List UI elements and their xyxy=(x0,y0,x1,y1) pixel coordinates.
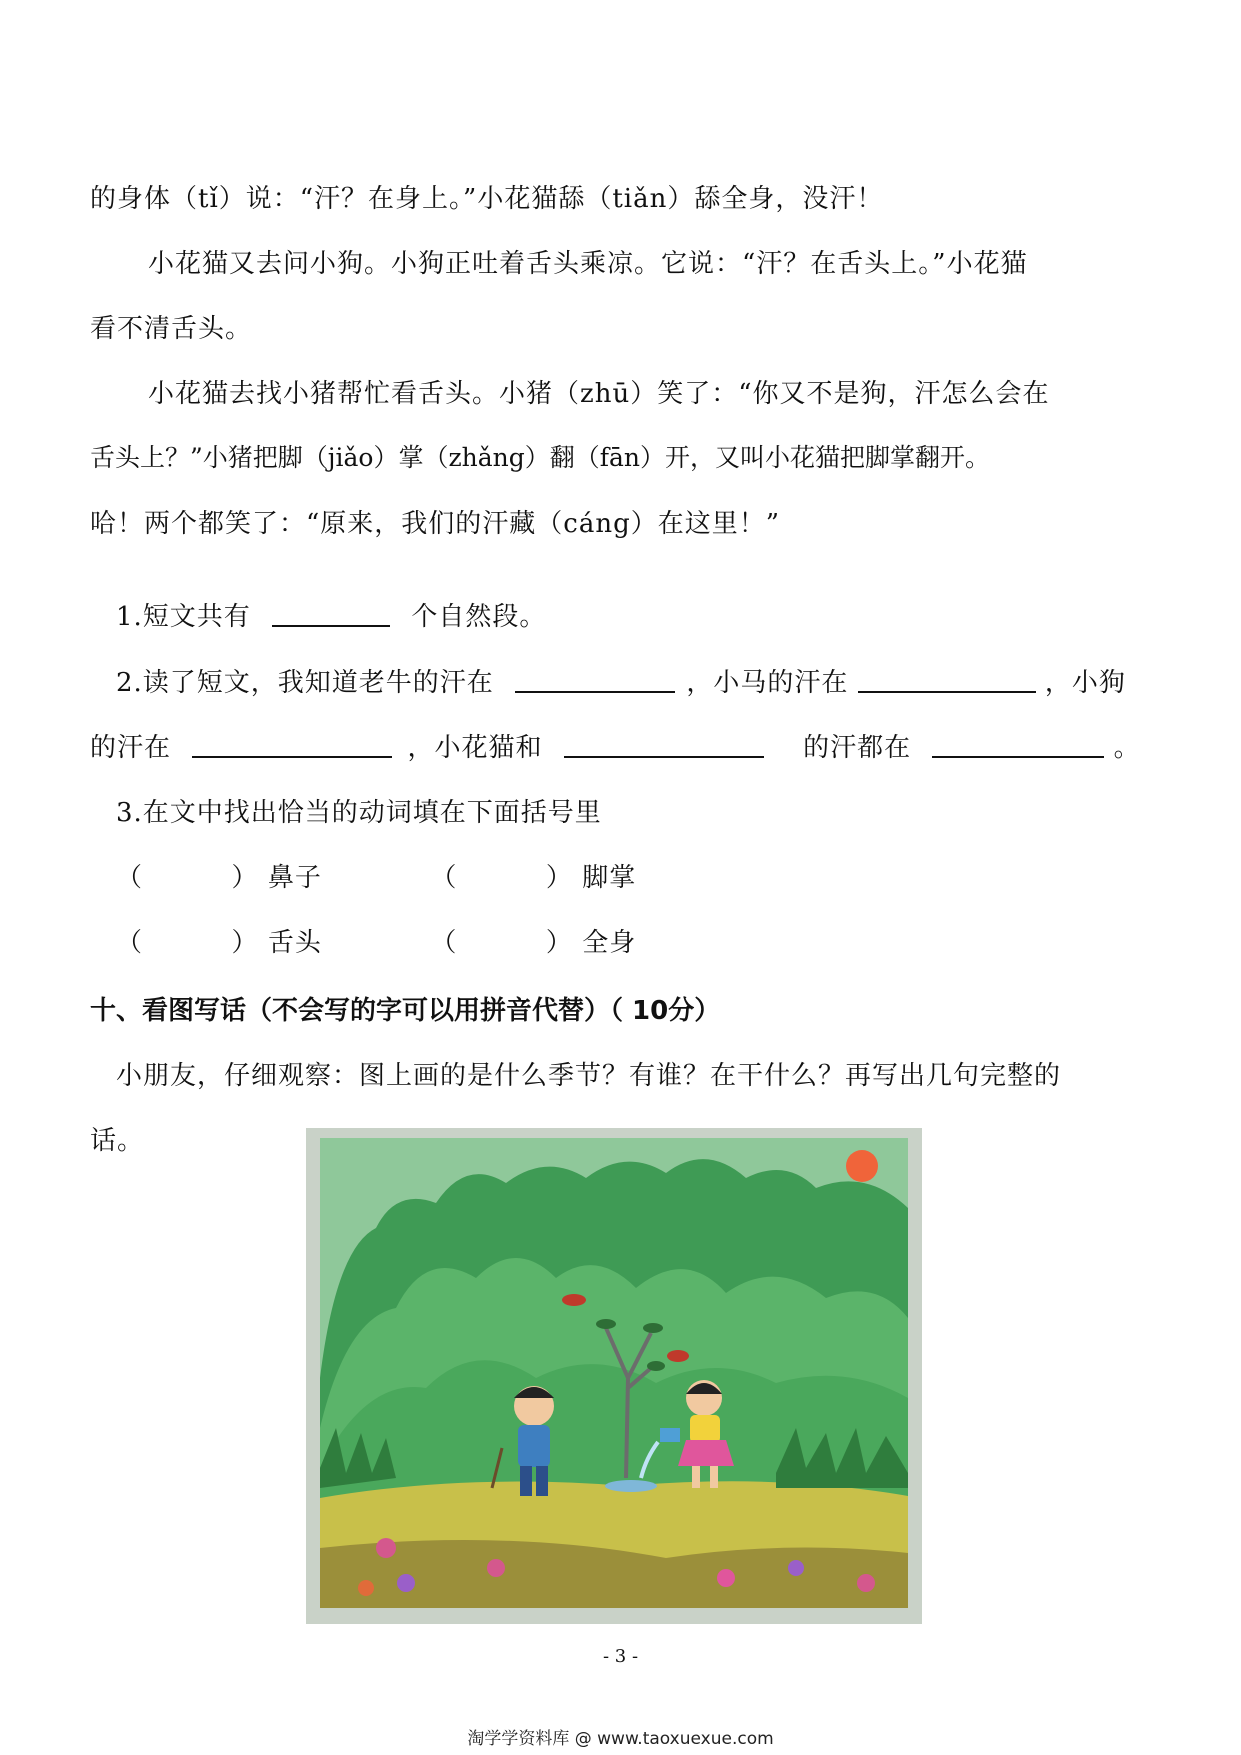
answer-blank[interactable] xyxy=(858,669,1036,693)
paren-close: ） xyxy=(545,928,573,958)
verb-object-2: 脚掌 xyxy=(582,863,637,893)
flower-icon xyxy=(487,1559,505,1577)
bird-icon xyxy=(667,1350,689,1362)
q1-suffix: 个自然段。 xyxy=(411,602,547,632)
flower-icon xyxy=(717,1569,735,1587)
q2-part-c: ，小狗 xyxy=(1044,668,1126,698)
flower-icon xyxy=(376,1538,396,1558)
question-2-line-2 xyxy=(90,727,1141,764)
section-10-prompt-1: 小朋友，仔细观察：图上画的是什么季节？有谁？在干什么？再写出几句完整的 xyxy=(116,1061,1062,1091)
q2-part-e: ，小花猫和 xyxy=(407,733,543,763)
question-1 xyxy=(116,596,546,633)
verb-row-2 xyxy=(116,922,636,959)
story-line-5: 舌头上？”小猪把脚（jiǎo）掌（zhǎng）翻（fān）开，又叫小花猫把脚掌翻开。 xyxy=(90,443,991,472)
sun-icon xyxy=(846,1150,878,1182)
section-10-prompt-2: 话。 xyxy=(90,1126,145,1156)
page-number: - 3 - xyxy=(602,1646,639,1667)
paren-open: （ xyxy=(430,863,458,893)
q2-part-d: 的汗在 xyxy=(90,733,172,763)
q2-part-g: 。 xyxy=(1113,733,1141,763)
verb-object-1: 鼻子 xyxy=(267,863,322,893)
answer-blank[interactable] xyxy=(932,734,1104,758)
spring-picture xyxy=(306,1128,922,1624)
bird-icon xyxy=(562,1294,586,1306)
flower-icon xyxy=(397,1574,415,1592)
story-line-2: 小花猫又去问小狗。小狗正吐着舌头乘凉。它说：“汗？在舌头上。”小花猫 xyxy=(148,249,1028,279)
q2-part-f: 的汗都在 xyxy=(803,733,912,763)
paren-close: ） xyxy=(545,863,573,893)
paren-open: （ xyxy=(116,863,144,893)
q2-part-a: 2.读了短文，我知道老牛的汗在 xyxy=(116,668,494,698)
q1-prefix: 1.短文共有 xyxy=(116,602,251,632)
answer-blank[interactable] xyxy=(515,669,675,693)
story-line-4: 小花猫去找小猪帮忙看舌头。小猪（zhū）笑了：“你又不是狗，汗怎么会在 xyxy=(148,379,1050,409)
answer-blank[interactable] xyxy=(192,734,392,758)
section-10-title: 十、看图写话（不会写的字可以用拼音代替）（ 10分） xyxy=(90,996,721,1026)
story-line-1: 的身体（tǐ）说：“汗？在身上。”小花猫舔（tiǎn）舔全身，没汗！ xyxy=(90,184,884,214)
verb-object-3: 舌头 xyxy=(267,928,322,958)
story-line-3: 看不清舌头。 xyxy=(90,314,253,344)
footer-watermark: 淘学学资料库 @ www.taoxuexue.com xyxy=(467,1729,774,1749)
paren-close: ） xyxy=(231,863,259,893)
answer-blank[interactable] xyxy=(272,603,390,627)
paren-open: （ xyxy=(430,928,458,958)
paren-close: ） xyxy=(231,928,259,958)
flower-icon xyxy=(788,1560,804,1576)
flower-icon xyxy=(358,1580,374,1596)
story-line-6: 哈！两个都笑了：“原来，我们的汗藏（cáng）在这里！” xyxy=(90,509,781,539)
paren-open: （ xyxy=(116,928,144,958)
question-3: 3.在文中找出恰当的动词填在下面括号里 xyxy=(116,798,602,828)
flower-icon xyxy=(857,1574,875,1592)
question-2-line-1 xyxy=(116,662,1126,699)
answer-blank[interactable] xyxy=(564,734,764,758)
verb-object-4: 全身 xyxy=(582,928,637,958)
q2-part-b: ，小马的汗在 xyxy=(686,668,849,698)
verb-row-1 xyxy=(116,857,636,894)
